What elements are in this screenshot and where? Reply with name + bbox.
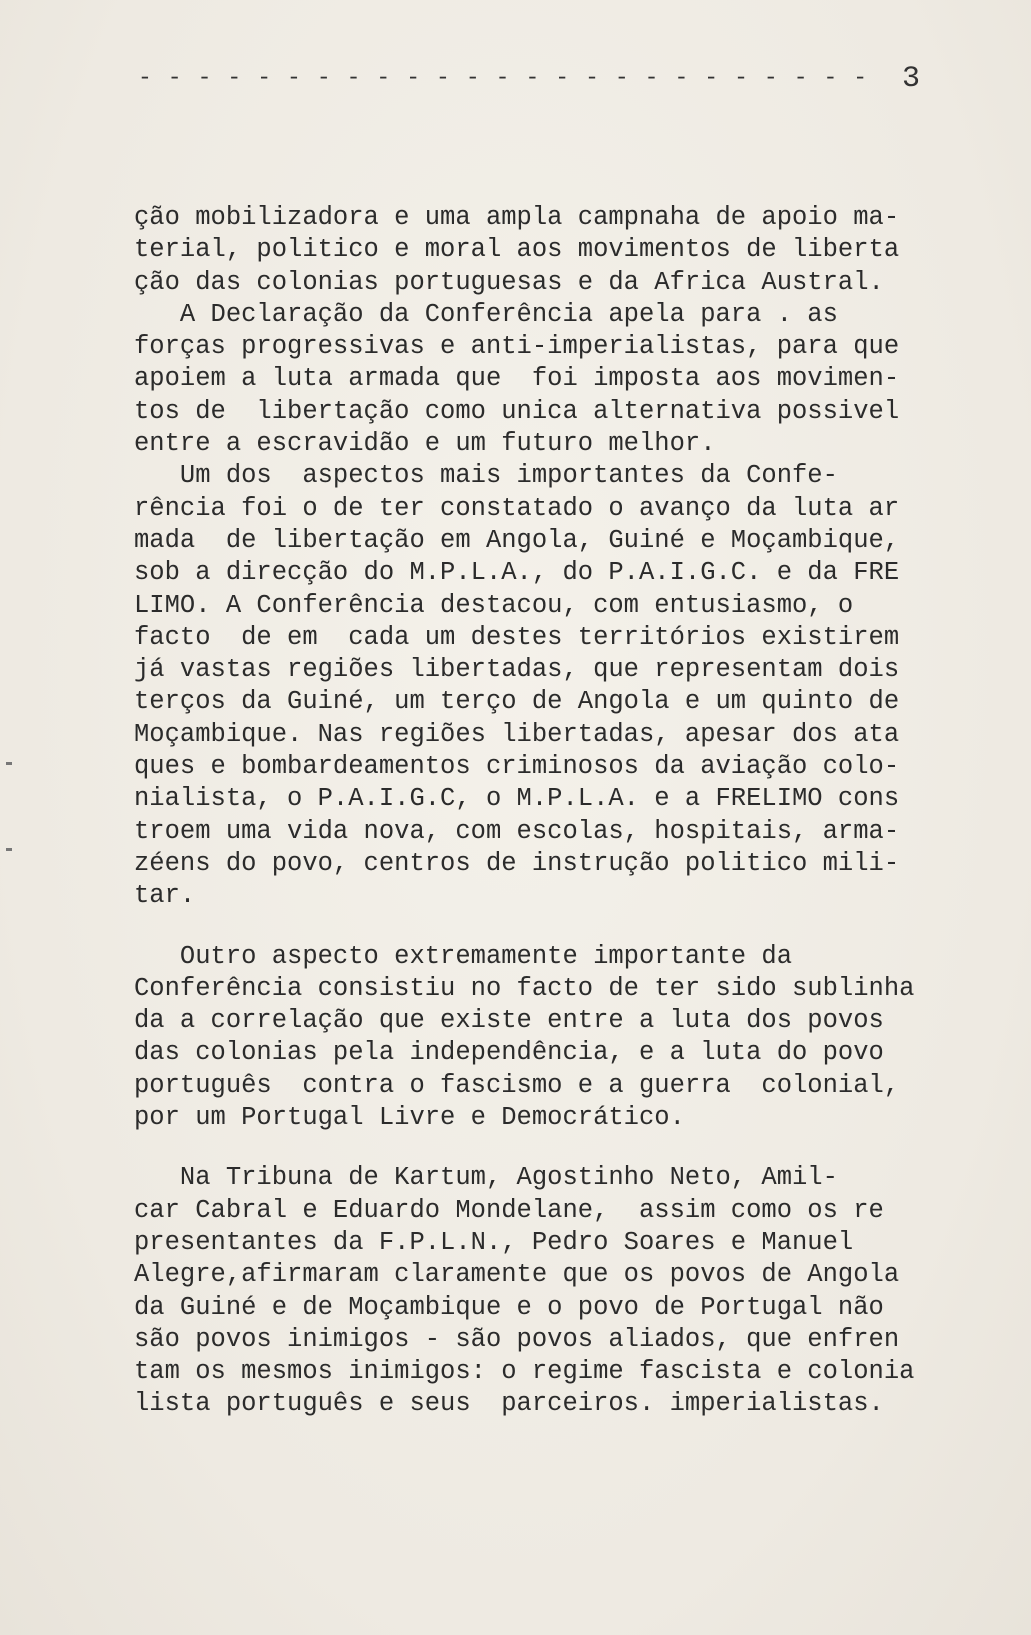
body-text <box>134 202 934 1421</box>
text-line: apoiem a luta armada que foi imposta aos movimen- <box>134 364 900 394</box>
text-line: A Declaração da Conferência apela para . as <box>134 299 838 329</box>
text-line: nialista, o P.A.I.G.C, o M.P.L.A. e a FRELIMO cons <box>134 784 900 814</box>
text-line: terial, politico e moral aos movimentos de liberta <box>134 235 900 265</box>
text-line: da Guiné e de Moçambique e o povo de Portugal não <box>134 1292 884 1322</box>
text-line: da a correlação que existe entre a luta dos povos <box>134 1006 884 1036</box>
text-line: ção mobilizadora e uma ampla campnaha de apoio ma- <box>134 203 900 232</box>
text-line: das colonias pela independência, e a luta do povo <box>134 1038 884 1068</box>
text-line: são povos inimigos - são povos aliados, que enfren <box>134 1324 900 1354</box>
text-line: rência foi o de ter constatado o avanço da luta ar <box>134 493 900 523</box>
text-line: LIMO. A Conferência destacou, com entusiasmo, o <box>134 590 854 620</box>
text-line: facto de em cada um destes territórios existirem <box>134 622 900 652</box>
text-line: entre a escravidão e um futuro melhor. <box>134 429 716 459</box>
text-line: mada de libertação em Angola, Guiné e Moçambique, <box>134 525 900 555</box>
paragraph-1 <box>134 202 934 460</box>
text-line: ques e bombardeamentos criminosos da aviação colo- <box>134 752 900 782</box>
page-header <box>138 62 920 96</box>
text-line: troem uma vida nova, com escolas, hospitais, arma- <box>134 816 900 846</box>
text-line: lista português e seus parceiros. imperialistas. <box>134 1389 884 1419</box>
text-line: Um dos aspectos mais importantes da Confe- <box>134 461 838 491</box>
header-dashed-rule: - - - - - - - - - - - - - - - - - - - - - - - - - <box>138 65 869 91</box>
text-line: ção das colonias portuguesas e da Africa Austral. <box>134 267 884 297</box>
text-line: presentantes da F.P.L.N., Pedro Soares e Manuel <box>134 1227 854 1257</box>
paragraph-3 <box>134 941 934 1135</box>
text-line: Na Tribuna de Kartum, Agostinho Neto, Amil- <box>134 1163 838 1193</box>
text-line: Moçambique. Nas regiões libertadas, apesar dos ata <box>134 719 900 749</box>
text-line: terços da Guiné, um terço de Angola e um quinto de <box>134 687 900 717</box>
text-line: Conferência consistiu no facto de ter sido sublinha <box>134 973 915 1003</box>
paragraph-4 <box>134 1162 934 1420</box>
text-line: já vastas regiões libertadas, que representam dois <box>134 655 900 685</box>
text-line: zéens do povo, centros de instrução politico mili- <box>134 848 900 878</box>
text-line: por um Portugal Livre e Democrático. <box>134 1103 685 1133</box>
text-line: sob a direcção do M.P.L.A., do P.A.I.G.C. e da FRE <box>134 558 900 588</box>
page-number: 3 <box>901 62 920 96</box>
margin-mark <box>6 848 12 851</box>
text-line: português contra o fascismo e a guerra colonial, <box>134 1070 900 1100</box>
text-line: tar. <box>134 881 196 911</box>
paragraph-gap <box>134 913 934 941</box>
paragraph-gap <box>134 1134 934 1162</box>
text-line: Outro aspecto extremamente importante da <box>134 941 793 971</box>
text-line: tos de libertação como unica alternativa possivel <box>134 396 900 426</box>
text-line: forças progressivas e anti-imperialistas, para que <box>134 332 900 362</box>
text-line: car Cabral e Eduardo Mondelane, assim como os re <box>134 1195 884 1225</box>
paragraph-2 <box>134 460 934 912</box>
text-line: tam os mesmos inimigos: o regime fascista e colonia <box>134 1357 915 1387</box>
margin-mark <box>6 762 12 765</box>
text-line: Alegre,afirmaram claramente que os povos de Angola <box>134 1260 900 1290</box>
